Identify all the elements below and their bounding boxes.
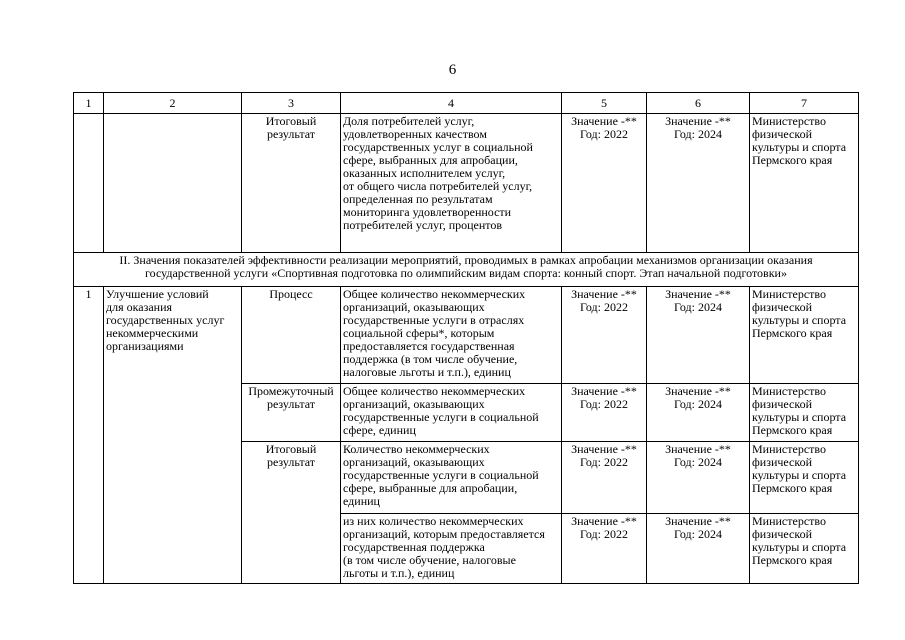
- responsible-cell: Министерство физической культуры и спорта Пермского края: [750, 514, 859, 584]
- value-2024-cell: Значение -** Год: 2024: [647, 514, 750, 584]
- responsible-cell: Министерство физической культуры и спорта Пермского края: [750, 384, 859, 442]
- row-number-cell: [74, 114, 104, 253]
- row-number-cell: 1: [74, 287, 104, 584]
- table-row: [74, 287, 859, 384]
- header-cell: 2: [104, 93, 242, 114]
- header-cell: 4: [341, 93, 562, 114]
- stage-cell: Итоговый результат: [242, 114, 341, 253]
- page-number: 6: [448, 62, 457, 78]
- value-2022-cell: Значение -** Год: 2022: [562, 384, 647, 442]
- section-row: [74, 253, 859, 287]
- indicator-cell: Доля потребителей услуг, удовлетворенных качеством государственных услуг в социальной сфере, выбранных для апробации, оказанных исполнителем услуг, от общего числа потребителей услуг, определенная по результатам мониторинга удовлетворенности потребителей услуг, процентов: [341, 114, 562, 253]
- value-2024-cell: Значение -** Год: 2024: [647, 287, 750, 384]
- stage-cell: Итоговый результат: [242, 442, 341, 584]
- stage-cell: Промежуточный результат: [242, 384, 341, 442]
- header-cell: 3: [242, 93, 341, 114]
- stage-cell: Процесс: [242, 287, 341, 384]
- event-name-cell: Улучшение условий для оказания государственных услуг некоммерческими организациями: [104, 287, 242, 584]
- responsible-cell: Министерство физической культуры и спорта Пермского края: [750, 442, 859, 514]
- value-2022-cell: Значение -** Год: 2022: [562, 114, 647, 253]
- event-name-cell: [104, 114, 242, 253]
- table-header-row: [74, 93, 859, 114]
- value-2022-cell: Значение -** Год: 2022: [562, 287, 647, 384]
- value-2024-cell: Значение -** Год: 2024: [647, 442, 750, 514]
- indicators-table: [73, 92, 859, 584]
- value-2022-cell: Значение -** Год: 2022: [562, 514, 647, 584]
- header-cell: 7: [750, 93, 859, 114]
- header-cell: 6: [647, 93, 750, 114]
- table-row: [74, 114, 859, 253]
- responsible-cell: Министерство физической культуры и спорта Пермского края: [750, 287, 859, 384]
- value-2024-cell: Значение -** Год: 2024: [647, 384, 750, 442]
- indicator-cell: Общее количество некоммерческих организаций, оказывающих государственные услуги в отраслях социальной сферы*, которым предоставляется государственная поддержка (в том числе обучение, налоговые льготы и т.п.), единиц: [341, 287, 562, 384]
- value-2024-cell: Значение -** Год: 2024: [647, 114, 750, 253]
- indicator-cell: Количество некоммерческих организаций, оказывающих государственные услуги в социальной сфере, выбранные для апробации, единиц: [341, 442, 562, 514]
- responsible-cell: Министерство физической культуры и спорта Пермского края: [750, 114, 859, 253]
- section-title: II. Значения показателей эффективности реализации мероприятий, проводимых в рамках апробации механизмов организации оказания государственной услуги «Спортивная подготовка по олимпийским видам спорта: конный спорт. Этап начальной подготовки»: [74, 253, 859, 287]
- indicator-cell: из них количество некоммерческих организаций, которым предоставляется государственная поддержка (в том числе обучение, налоговые льготы и т.п.), единиц: [341, 514, 562, 584]
- header-cell: 5: [562, 93, 647, 114]
- header-cell: 1: [74, 93, 104, 114]
- indicator-cell: Общее количество некоммерческих организаций, оказывающих государственные услуги в социальной сфере, единиц: [341, 384, 562, 442]
- value-2022-cell: Значение -** Год: 2022: [562, 442, 647, 514]
